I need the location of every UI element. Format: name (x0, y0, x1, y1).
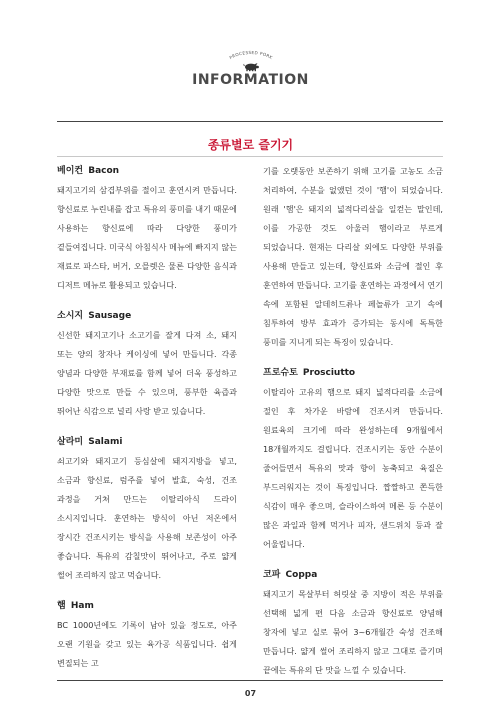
entry-name-ko: 살라미 (57, 437, 84, 447)
entry-name-ko: 코파 (263, 570, 281, 580)
entry-text: 돼지고기 목살부터 허릿살 중 지방이 적은 부위를 선택해 넓게 편 다음 소금과 향신료로 양념해 창자에 넣고 실로 묶어 3~6개월간 숙성 건조해 만듭니다. 얇게 썰어 조리하지 않고 그대로 즐기며 끝에는 특유의 단 맛을 느낄 수 있습니다. (263, 589, 443, 675)
entry-name-ko: 베이컨 (57, 166, 84, 176)
bottom-divider (57, 680, 443, 681)
ham-continuation-text: 기를 오랫동안 보존하기 위해 고기를 고농도 소금 처리하여, 수분을 없앴던 것이 '햄'이 되었습니다. 원래 '햄'은 돼지의 넓적다리살을 일컫는 말인데, 이를 가공한 것도 아울러 햄이라고 부르게 되었습니다. 현재는 다리살 외에도 다양한 부위를 사용해 만들고 있는데, 향신료와 소금에 절인 후 훈연하여 만듭니다. 고기를 훈연하는 과정에서 연기 속에 포함된 알데히드류나 페놀류가 고기 속에 침투하여 방부 효과가 증가되는 동시에 독특한 풍미를 지니게 되는 특징이 있습니다. (263, 166, 443, 347)
entry-sausage (57, 307, 237, 421)
entry-heading (57, 307, 237, 326)
page-number: 07 (244, 689, 257, 698)
entry-name-en: Prosciutto (302, 368, 356, 378)
entry-name-en: Coppa (285, 570, 318, 580)
entry-text: 쇠고기와 돼지고기 등심살에 돼지지방을 넣고, 소금과 향신료, 럼주를 넣어 발효, 숙성, 건조 과정을 거쳐 만드는 이탈리아식 드라이 소시지입니다. 훈연하는 방식이 아닌 저온에서 장시간 건조시키는 방식을 사용해 보존성이 아주 좋습니다. 특유의 감칠맛이 뛰어나고, 주로 얇게 썰어 조리하지 않고 먹습니다. (57, 456, 237, 580)
section-title: 종류별로 즐기기 (207, 138, 294, 152)
logo-text: PROCESSED PORK (227, 49, 274, 61)
entry-name-en: Ham (70, 601, 94, 611)
entry-prosciutto (263, 364, 443, 554)
entry-text: 이탈리아 고유의 햄으로 돼지 넓적다리를 소금에 절인 후 차가운 바람에 건조시켜 만듭니다. 원료육의 크기에 따라 완성하는데 9개월에서 18개월까지도 걸립니다. 건조시키는 동안 수분이 줄어들면서 특유의 맛과 향이 농축되고 육질은 부드러워지는 것이 특징입니다. 짭짤하고 쫀득한 식감이 매우 좋으며, 슬라이스하여 메론 등 수분이 많은 과일과 함께 먹거나 피자, 샌드위치 등과 잘 어울립니다. (263, 387, 443, 549)
section-divider (57, 156, 443, 157)
entry-salami (57, 433, 237, 585)
header-title: INFORMATION (192, 72, 309, 88)
pig-logo-icon (211, 48, 291, 72)
entry-name-ko: 햄 (57, 601, 66, 611)
entry-heading (263, 364, 443, 383)
entry-heading (57, 433, 237, 452)
entry-text: 신선한 돼지고기나 소고기를 잘게 다져 소, 돼지 또는 양의 창자나 케이싱에 넣어 만듭니다. 각종 양념과 다양한 부재료를 함께 넣어 더욱 풍성하고 다양한 맛으로 만들 수 있으며, 풍부한 육즙과 뛰어난 식감으로 널리 사랑 받고 있습니다. (57, 330, 237, 416)
entry-ham (57, 597, 237, 673)
left-column (57, 162, 237, 685)
entry-bacon (57, 162, 237, 295)
right-column (263, 162, 443, 692)
entry-text: BC 1000년에도 기록이 남아 있을 정도로, 아주 오랜 기원을 갖고 있는 육가공 식품입니다. 쉽게 변질되는 고 (57, 620, 237, 668)
page-header (0, 48, 501, 88)
entry-heading (263, 566, 443, 585)
svg-text:PROCESSED PORK (228, 50, 273, 60)
entry-name-en: Salami (88, 437, 123, 447)
entry-name-en: Bacon (88, 166, 120, 176)
top-divider (57, 121, 443, 122)
entry-coppa (263, 566, 443, 680)
entry-name-ko: 프로슈토 (263, 368, 298, 378)
entry-text: 돼지고기의 삼겹부위를 절이고 훈연시켜 만듭니다. 향신료로 누린내를 잡고 특유의 풍미를 내기 때문에 사용하는 향신료에 따라 다양한 풍미가 곁들여집니다. 미국식 아침식사 메뉴에 빠지지 않는 재료로 파스타, 버거, 오믈렛은 물론 다양한 음식과 디저트 메뉴로 활용되고 있습니다. (57, 185, 237, 290)
entry-heading (57, 597, 237, 616)
entry-name-en: Sausage (88, 311, 132, 321)
entry-heading (57, 162, 237, 181)
entry-name-ko: 소시지 (57, 311, 84, 321)
